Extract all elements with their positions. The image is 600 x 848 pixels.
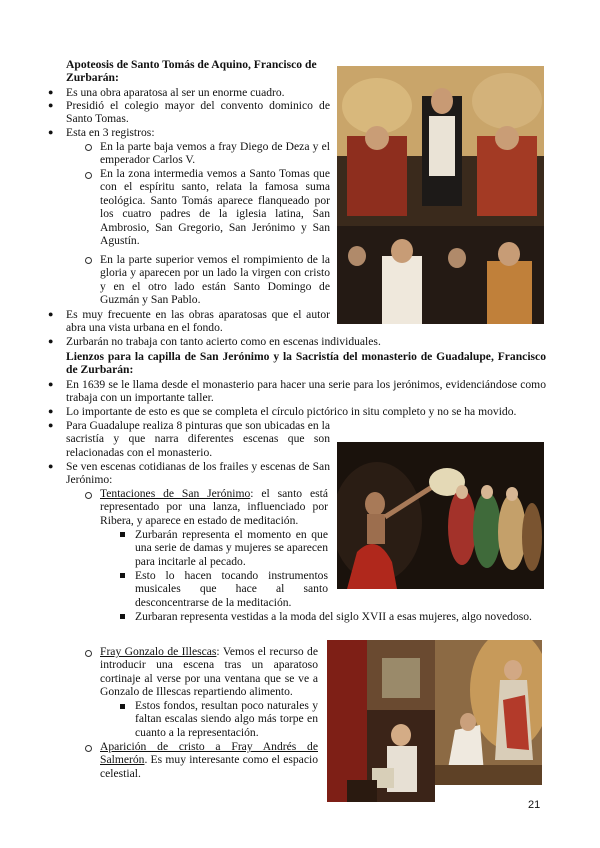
bullet-dot: ●: [48, 420, 54, 430]
bullet-dot: ●: [48, 127, 54, 137]
sub-sub-bullet-square: [120, 704, 125, 709]
sub-bullet-circle: [85, 172, 92, 179]
painting-apoteosis-santo-tomas: [337, 66, 544, 324]
sub-sub-bullet-square: [120, 532, 125, 537]
sub-list-item: Fray Gonzalo de Illescas: Vemos el recurso de introducir una escena tras un aparatoso cortinaje al verse por una ventana que se ve a Gonzalo de Illescas repartiendo alimento.: [100, 645, 318, 699]
sub-sub-list-item: Zurbarán representa el momento en que una serie de damas y mujeres se aparecen para incitarle al pecado.: [135, 528, 328, 568]
sub-list-item: En la zona intermedia vemos a Santo Tomas que con el espíritu santo, relata la famosa suma teológica. Santo Tomás aparece flanqueado por los cuatro padres de la iglesia latina, San Ambrosio, San Gregorio, San Jerónimo y San Agustín.: [100, 167, 330, 248]
bullet-dot: ●: [48, 379, 54, 389]
section-title-apoteosis: Apoteosis de Santo Tomás de Aquino, Francisco de Zurbarán:: [66, 58, 317, 85]
bullet-dot: ●: [48, 336, 54, 346]
sub-bullet-circle: [85, 745, 92, 752]
painting-tentaciones-san-jeronimo: [337, 442, 544, 589]
sub-list-item: En la parte superior vemos el rompimiento de la gloria y aparecen por un lado la virgen con cristo y en el otro lado están Santo Domingo de Guzmán y San Pablo.: [100, 253, 330, 307]
painting-aparicion-cristo-salmeron: [435, 640, 542, 785]
list-item: Para Guadalupe realiza 8 pinturas que son ubicadas en la sacristía y que narra diferentes escenas que son relacionadas con el monasterio.: [66, 419, 330, 459]
bullet-dot: ●: [48, 406, 54, 416]
bullet-dot: ●: [48, 461, 54, 471]
list-item: Presidió el colegio mayor del convento dominico de Santo Tomas.: [66, 99, 330, 126]
sub-list-item: Tentaciones de San Jerónimo: el santo está representado por una lanza, influenciado por Ribera, y aparece en estado de meditación.: [100, 487, 328, 527]
list-item: Es muy frecuente en las obras aparatosas que el autor abra una vista urbana en el fondo.: [66, 308, 330, 335]
sub-bullet-circle: [85, 650, 92, 657]
bullet-dot: ●: [48, 87, 54, 97]
page-number: 21: [528, 799, 541, 811]
painting-title-aparicion: Aparición de cristo a Fray Andrés de Salmerón: [100, 740, 318, 767]
bullet-dot: ●: [48, 100, 54, 110]
sub-sub-bullet-square: [120, 573, 125, 578]
list-item: Esta en 3 registros:: [66, 126, 155, 139]
painting-fray-gonzalo-illescas: [327, 640, 435, 802]
list-item: Zurbarán no trabaja con tanto acierto como en escenas individuales.: [66, 335, 381, 348]
list-item: Se ven escenas cotidianas de los frailes y escenas de San Jerónimo:: [66, 460, 330, 487]
bullet-dot: ●: [48, 309, 54, 319]
sub-list-item: Aparición de cristo a Fray Andrés de Salmerón. Es muy interesante como el espacio celestial.: [100, 740, 318, 780]
sub-bullet-circle: [85, 257, 92, 264]
list-item: Lo importante de esto es que se completa el círculo pictórico in situ completo y no se ha movido.: [66, 405, 517, 418]
list-item: En 1639 se le llama desde el monasterio para hacer una serie para los jerónimos, evidenciándose como trabaja con un importante taller.: [66, 378, 546, 405]
sub-bullet-circle: [85, 144, 92, 151]
sub-sub-bullet-square: [120, 614, 125, 619]
sub-sub-list-item: Zurbaran representa vestidas a la moda del siglo XVII a esas mujeres, algo novedoso.: [135, 610, 532, 623]
sub-list-item: En la parte baja vemos a fray Diego de Deza y el emperador Carlos V.: [100, 140, 330, 167]
sub-bullet-circle: [85, 492, 92, 499]
sub-sub-list-item: Estos fondos, resultan poco naturales y faltan escalas siendo algo más torpe en cuanto a la representación.: [135, 699, 318, 739]
painting-title-tentaciones: Tentaciones de San Jerónimo: [100, 487, 251, 500]
sub-sub-list-item: Esto lo hacen tocando instrumentos musicales que hace al santo desconcentrarse de la meditación.: [135, 569, 328, 609]
section-title-guadalupe: Lienzos para la capilla de San Jerónimo y la Sacristía del monasterio de Guadalupe, Francisco de Zurbarán:: [66, 350, 546, 377]
list-item: Es una obra aparatosa al ser un enorme cuadro.: [66, 86, 285, 99]
painting-title-fray-gonzalo: Fray Gonzalo de Illescas: [100, 645, 217, 658]
